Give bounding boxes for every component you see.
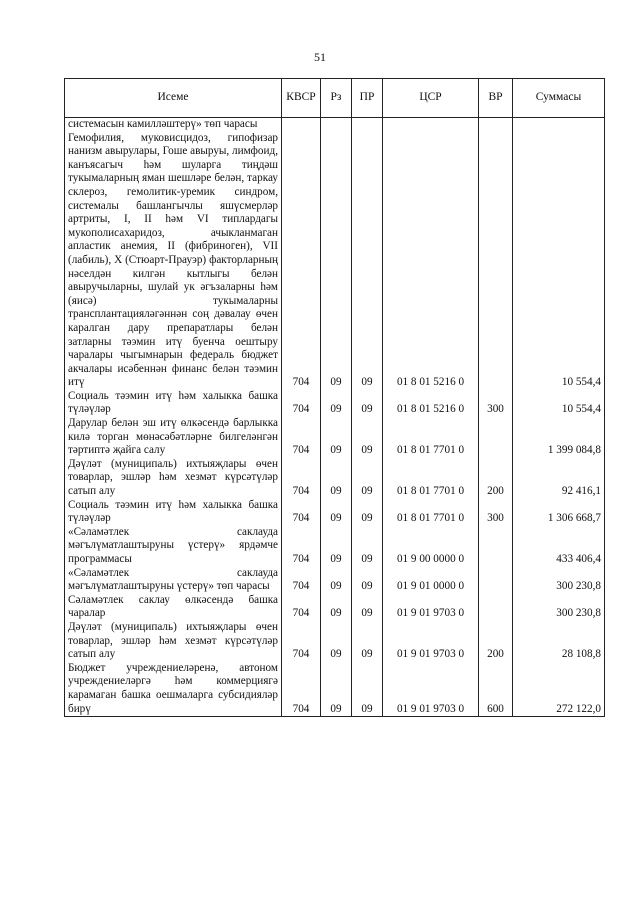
header-name: Исеме: [65, 79, 282, 118]
row-csr: 01 8 01 5216 0: [383, 390, 479, 417]
table-row: [65, 458, 605, 499]
table-row: [65, 417, 605, 458]
row-sum: [513, 118, 605, 132]
row-name: Гемофилия, муковисцидоз, гипофизар нанизм авырулары, Гоше авыруы, лимфоид, канъясагыч һәм шуларга тиңдәш тукымаларның яман шешләре белән, таркау склероз, гемолитик-уремик синдром, системалы башлангычлы яшүсмерләр артриты, I, II һәм VI типлардагы мукополисахаридоз, ачыкланмаган апластик анемия, II (фибриноген), VII (лабиль), X (Стюарт-Прауэр) факторларның нәселдән килгән кытлыгы белән авыручыларны, шулай ук әгъзаларны һәм (яисә) тукымаларны трансплантацияләгәннән соң дәвалау өчен каралган дару препаратлары белән затларны тәэмин итү буенча оештыру чаралары чыгымнарын федераль бюджет акчалары исәбеннән финанс белән тәэмин итү: [65, 132, 282, 390]
row-kvsr: [282, 118, 321, 132]
row-kvsr: 704: [282, 526, 321, 567]
row-vr: [479, 132, 513, 390]
row-kvsr: 704: [282, 417, 321, 458]
row-sum: 10 554,4: [513, 132, 605, 390]
row-pr: 09: [352, 567, 383, 594]
row-rz: 09: [321, 499, 352, 526]
row-vr: [479, 594, 513, 621]
row-vr: 600: [479, 662, 513, 717]
row-sum: 300 230,8: [513, 567, 605, 594]
budget-table: [64, 78, 605, 717]
table-row: [65, 594, 605, 621]
header-pr: ПР: [352, 79, 383, 118]
row-csr: 01 8 01 7701 0: [383, 499, 479, 526]
row-rz: 09: [321, 390, 352, 417]
row-csr: 01 9 01 0000 0: [383, 567, 479, 594]
row-kvsr: 704: [282, 458, 321, 499]
row-csr: 01 8 01 7701 0: [383, 458, 479, 499]
table-row: [65, 118, 605, 132]
table-header-row: [65, 79, 605, 118]
row-kvsr: 704: [282, 567, 321, 594]
row-sum: 1 306 668,7: [513, 499, 605, 526]
row-csr: 01 9 01 9703 0: [383, 662, 479, 717]
row-sum: 272 122,0: [513, 662, 605, 717]
row-name: Дәүләт (муниципаль) ихтыяҗлары өчен товарлар, эшләр һәм хезмәт күрсәтүләр сатып алу: [65, 621, 282, 662]
row-name: Социаль тәэмин итү һәм халыкка башка түләүләр: [65, 499, 282, 526]
row-name: «Сәламәтлек саклауда мәгълүматлаштыруны үстерү» төп чарасы: [65, 567, 282, 594]
row-vr: [479, 417, 513, 458]
row-pr: 09: [352, 417, 383, 458]
row-sum: 1 399 084,8: [513, 417, 605, 458]
row-kvsr: 704: [282, 594, 321, 621]
row-vr: 200: [479, 621, 513, 662]
row-kvsr: 704: [282, 662, 321, 717]
row-rz: 09: [321, 594, 352, 621]
row-rz: 09: [321, 458, 352, 499]
row-name: Социаль тәэмин итү һәм халыкка башка түләүләр: [65, 390, 282, 417]
row-vr: [479, 567, 513, 594]
row-rz: 09: [321, 417, 352, 458]
header-vr: ВР: [479, 79, 513, 118]
row-rz: 09: [321, 621, 352, 662]
row-sum: 10 554,4: [513, 390, 605, 417]
row-csr: 01 8 01 7701 0: [383, 417, 479, 458]
row-pr: 09: [352, 458, 383, 499]
row-pr: 09: [352, 594, 383, 621]
row-name: системасын камилләштерү» төп чарасы: [65, 118, 282, 132]
row-pr: [352, 118, 383, 132]
row-rz: 09: [321, 132, 352, 390]
row-rz: 09: [321, 526, 352, 567]
row-csr: 01 8 01 5216 0: [383, 132, 479, 390]
row-name: Дарулар белән эш итү өлкәсендә барлыкка килә торган мөнәсәбәтләрне билгеләнгән тәртиптә җайга салу: [65, 417, 282, 458]
table-row: [65, 567, 605, 594]
header-csr: ЦСР: [383, 79, 479, 118]
row-vr: [479, 526, 513, 567]
row-pr: 09: [352, 662, 383, 717]
header-kvsr: КВСР: [282, 79, 321, 118]
row-rz: 09: [321, 567, 352, 594]
row-pr: 09: [352, 132, 383, 390]
row-sum: 92 416,1: [513, 458, 605, 499]
row-rz: 09: [321, 662, 352, 717]
table-row: [65, 621, 605, 662]
row-vr: [479, 118, 513, 132]
row-vr: 200: [479, 458, 513, 499]
row-csr: 01 9 00 0000 0: [383, 526, 479, 567]
header-rz: Рз: [321, 79, 352, 118]
row-name: Сәламәтлек саклау өлкәсендә башка чаралар: [65, 594, 282, 621]
row-kvsr: 704: [282, 499, 321, 526]
row-name: Дәүләт (муниципаль) ихтыяҗлары өчен товарлар, эшләр һәм хезмәт күрсәтүләр сатып алу: [65, 458, 282, 499]
row-pr: 09: [352, 526, 383, 567]
table-row: [65, 390, 605, 417]
header-sum: Суммасы: [513, 79, 605, 118]
row-sum: 300 230,8: [513, 594, 605, 621]
table-row: [65, 662, 605, 717]
row-sum: 433 406,4: [513, 526, 605, 567]
row-kvsr: 704: [282, 132, 321, 390]
row-kvsr: 704: [282, 621, 321, 662]
row-csr: [383, 118, 479, 132]
row-pr: 09: [352, 621, 383, 662]
row-csr: 01 9 01 9703 0: [383, 621, 479, 662]
row-pr: 09: [352, 390, 383, 417]
page-number: 51: [314, 50, 326, 64]
table-row: [65, 526, 605, 567]
table-row: [65, 499, 605, 526]
row-vr: 300: [479, 390, 513, 417]
row-name: Бюджет учреждениеләренә, автоном учреждениеләргә һәм коммерциягә карамаган башка оешмаларга субсидияләр бирү: [65, 662, 282, 717]
row-name: «Сәламәтлек саклауда мәгълүматлаштыруны үстерү» ярдәмче программасы: [65, 526, 282, 567]
row-kvsr: 704: [282, 390, 321, 417]
row-pr: 09: [352, 499, 383, 526]
row-sum: 28 108,8: [513, 621, 605, 662]
table-row: [65, 132, 605, 390]
row-rz: [321, 118, 352, 132]
row-csr: 01 9 01 9703 0: [383, 594, 479, 621]
row-vr: 300: [479, 499, 513, 526]
